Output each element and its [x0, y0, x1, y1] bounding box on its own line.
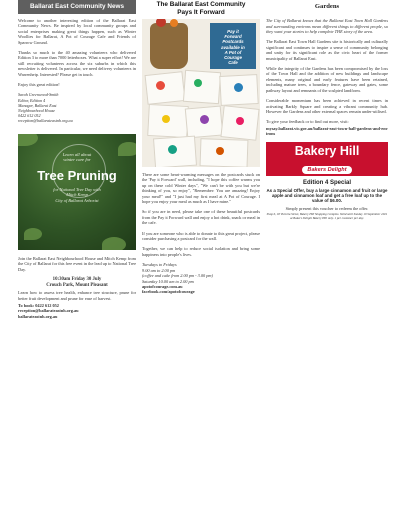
event-date: 10:30am Friday 30 July — [52, 276, 102, 282]
poster-text: winter care for — [63, 157, 91, 163]
cafe-website-link[interactable]: apotofcourage.com.au — [142, 283, 183, 289]
opening-hours — [142, 262, 260, 284]
column-community-news — [18, 0, 136, 319]
sticker-text: Pay it — [227, 29, 239, 34]
section-heading-gardens: Gardens — [266, 0, 388, 14]
mysay-link[interactable]: mysay.ballarat.vic.gov.au/ballarat-east-town-hall-gardens-and-environs — [266, 125, 388, 137]
hours-line: 9.00 am to 2.00 pm — [142, 267, 176, 273]
event-paragraph: Join the Ballarat East Neighbourhood House and Mitch Kemp from the City of Ballarat for this free event in the lead up to National Tree Day. — [18, 255, 136, 272]
bakery-ad-banner — [266, 142, 388, 180]
volunteers-paragraph: Thanks so much to the 40 amazing volunteers who delivered Edition 3 to more than 7000 letterboxes. What a super effort! We are still recruiting volunteers across the six suburbs in which this newsletter is delivered. In particular, we need delivery volunteers in Warrenheip. Interested? Please get in touch. — [18, 50, 136, 77]
section-heading-pay-it-forward — [142, 0, 260, 19]
cafe-facebook-link[interactable]: facebook.com/apotofcourage — [142, 289, 195, 295]
voucher-instruction: Simply present this voucher to redeem the offer. — [285, 205, 369, 211]
booking-phone: To book: 0422 612 052 — [18, 302, 59, 308]
special-offer: As a Special Offer, buy a large cinnamon and fruit or large apple and cinnamon loaf and get a free loaf up to the value of $6.00. — [266, 187, 388, 204]
gardens-integrity: While the integrity of the Gardens has been compromised by the loss of the Town Hall and the addition of new buildings and landscape elements, many original and early features have been retained, including mature trees, a boundary fence, gateway and gates, some pathway layout and remnants of the sculpted landform. — [266, 66, 388, 93]
booking-email-link[interactable]: reception@ballarateastnh.org.au — [18, 308, 79, 314]
bakery-brand: Bakery Hill — [294, 143, 360, 158]
poster-title: Tree Pruning — [37, 167, 117, 183]
gardens-intro: The City of Ballarat knows that the Ballarat East Town Hall Gardens and surrounding environs mean different things to different people, so they want your stories to help complete THE story of the area. — [266, 18, 388, 35]
messages-paragraph: There are some heart-warming messages on the postcards stuck on the 'Pay it Forward' wall, including, "I hope this coffee warms you up on these cold Winter days", "We can't be with you but we're thinking of you, so enjoy", "Remember: You are amazing! Enjoy your meal!" and "I just had my first meal at A Pot of Courage. I hope you enjoy your meal as much as I have mine." — [142, 172, 260, 205]
editor-signature — [18, 92, 136, 123]
together-paragraph: Together, we can help to reduce social isolation and bring some happiness into people's lives. — [142, 246, 260, 257]
intro-paragraph: Welcome to another interesting edition of the Ballarat East Community News. Be inspired by local community groups and social enterprises making great things happen, such as Winter Woollies for Ballarat, A Pot of Courage Cafe and Friends of Sparrow Ground. — [18, 18, 136, 45]
take-postcard-paragraph: So if you are in need, please take one of these beautiful postcards from the Pay it Forward wall and enjoy a hot drink, snack or meal in the cafe. — [142, 209, 260, 226]
sticker-text: A Pot of — [224, 49, 242, 55]
sticker-text: Courage — [224, 55, 242, 61]
event-place: Crouch Park, Mount Pleasant — [46, 282, 108, 288]
editor-email: reception@ballarateastnh.org.au — [18, 118, 73, 124]
column-pay-it-forward — [142, 0, 260, 295]
editor-role: Editor, Edition 4 — [18, 97, 46, 103]
gardens-history: The Ballarat East Town Hall Gardens site is historically and culturally significant and continues to inspire a sense of community belonging and unity for its significant role as the civic heart of the former municipality of Ballarat East. — [266, 39, 388, 61]
poster-intro — [18, 152, 136, 163]
bakery-tagline: Baking fresh daily — [316, 176, 338, 180]
heading-line: Pays It Forward — [177, 9, 225, 16]
vase-image — [150, 23, 188, 69]
section-heading-community-news: Ballarat East Community News — [18, 0, 136, 14]
enjoy-line: Enjoy this great edition! — [18, 82, 60, 88]
editor-phone: 0422 612 052 — [18, 113, 41, 119]
editor-role: Manager, Ballarat East — [18, 102, 57, 108]
bakers-delight-logo: Bakers Delight — [302, 166, 351, 174]
hours-line: (coffee and cake from 2.00 pm - 3.00 pm) — [142, 273, 213, 279]
sticker-text: Cafe — [228, 60, 238, 66]
special-heading: Edition 4 Special — [302, 179, 351, 186]
gardens-momentum: Considerable momentum has been achieved in recent times in activating Barkly Square and creating a vibrant community hub. However the Gardens and other external spaces remain under-utilised. — [266, 98, 388, 114]
heading-line: The Ballarat East Community — [156, 1, 246, 8]
postcards-photo — [142, 19, 260, 167]
column-gardens — [266, 0, 388, 221]
tree-pruning-poster — [18, 134, 136, 250]
poster-text: Mitch Kemp — [66, 192, 88, 198]
poster-text: City of Ballarat Arborist — [55, 197, 99, 203]
feedback-prompt: To give your feedback or to find out more, visit: — [266, 119, 349, 125]
editor-role: Neighbourhood House — [18, 108, 56, 114]
poster-text: for National Tree Day with — [53, 186, 101, 192]
event-description: Learn how to assess tree health, enhance tree structure, prune for better fruit development and prune for ease of harvest. — [18, 290, 136, 301]
sticker-text: Postcards — [222, 39, 244, 45]
donate-paragraph: If you are someone who is able to donate to this great project, please consider purchasing a postcard for the wall. — [142, 230, 260, 242]
hours-line: Saturday 10.00 am to 2.00 pm — [142, 278, 194, 284]
poster-details — [28, 187, 126, 203]
booking-website-link[interactable]: ballarateastnh.org.au — [18, 313, 58, 319]
sticker-text: Forward — [224, 34, 242, 40]
pay-it-forward-sticker — [210, 23, 256, 69]
poster-text: Learn all about — [62, 151, 92, 157]
editor-name: Sarah Greenwood-Smith — [18, 92, 59, 98]
hours-line: Tuesdays to Fridays — [142, 262, 177, 268]
voucher-fine-print: Shop 6, 18 Victoria Street, Bakery Hill Shopping Complex. Valid until Sunday 19 September 2021 at Bakers Delight Bakery Hill only. 1 per customer per day. — [266, 211, 388, 220]
sticker-text: available in — [221, 44, 245, 50]
